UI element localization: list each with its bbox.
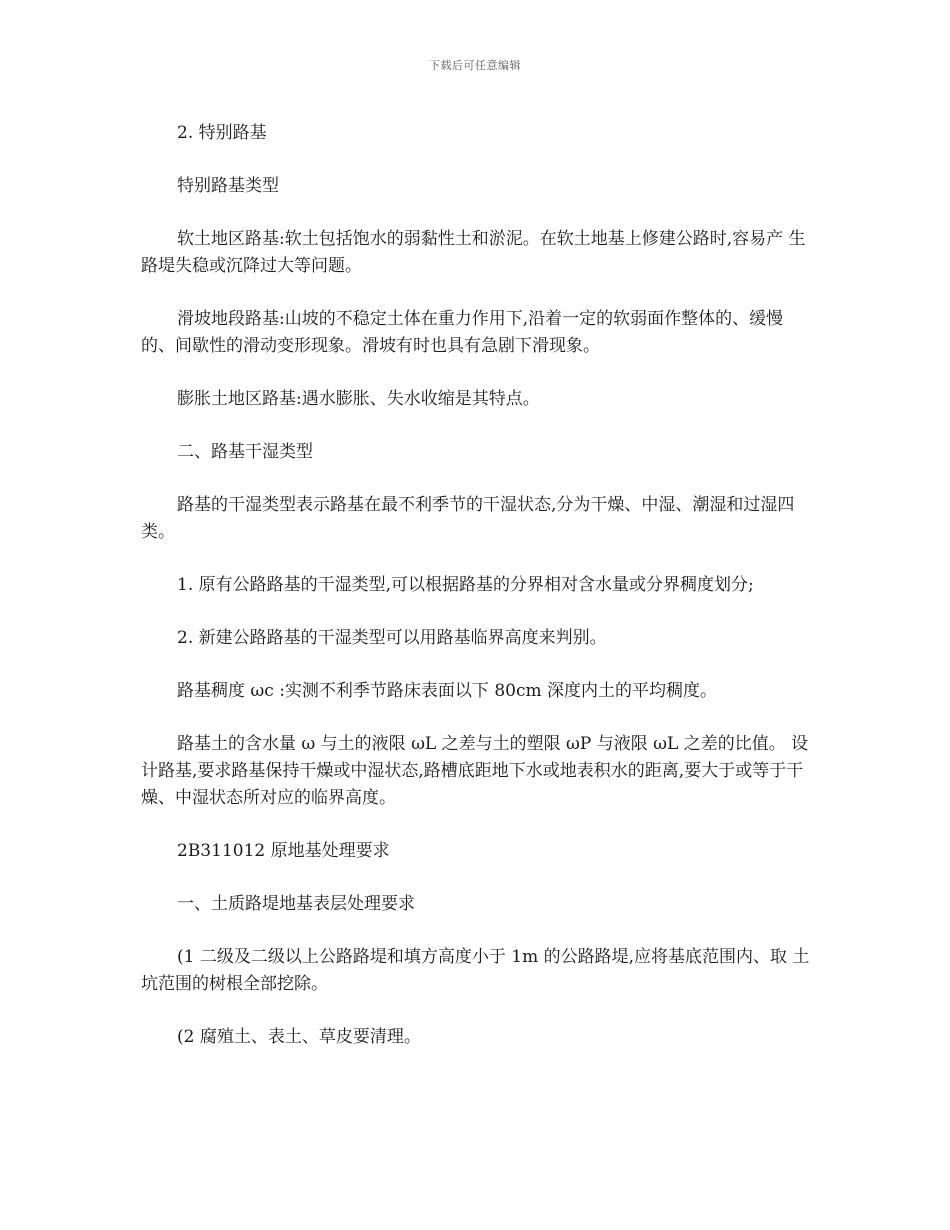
section-heading: 2. 特别路基 [177, 123, 267, 143]
section-heading: 二、路基干湿类型 [177, 442, 313, 462]
section-heading: 一、土质路堤地基表层处理要求 [177, 894, 415, 914]
body-paragraph: 路基的干湿类型表示路基在最不利季节的干湿状态,分为干燥、中湿、潮湿和过湿四 类。 [141, 495, 795, 542]
body-paragraph: 软土地区路基:软土包括饱水的弱黏性土和淤泥。在软土地基上修建公路时,容易产 生路堤失稳或沉降过大等问题。 [141, 229, 806, 276]
body-paragraph: 滑坡地段路基:山坡的不稳定土体在重力作用下,沿着一定的软弱面作整体的、缓慢 的、间歇性的滑动变形现象。滑坡有时也具有急剧下滑现象。 [141, 309, 784, 356]
section-heading: 2B311012 原地基处理要求 [177, 841, 390, 861]
list-item: (2 腐殖土、表土、草皮要清理。 [177, 1027, 421, 1047]
body-paragraph: 路基稠度 ωc :实测不利季节路床表面以下 80cm 深度内土的平均稠度。 [177, 681, 717, 701]
list-item: 2. 新建公路路基的干湿类型可以用路基临界高度来判别。 [177, 628, 607, 648]
document-body [141, 120, 811, 1077]
subsection-heading: 特别路基类型 [177, 176, 279, 196]
body-paragraph: 路基土的含水量 ω 与土的液限 ωL 之差与土的塑限 ωP 与液限 ωL 之差的比值。 设计路基,要求路基保持干燥或中湿状态,路槽底距地下水或地表积水的距离,要大于或等于干燥、中湿状态所对应的临界高度。 [141, 734, 809, 808]
body-paragraph: 膨胀土地区路基:遇水膨胀、失水收缩是其特点。 [177, 389, 540, 409]
page-header: 下载后可任意编辑 [429, 59, 521, 72]
list-item: (1 二级及二级以上公路路堤和填方高度小于 1m 的公路路堤,应将基底范围内、取 土坑范围的树根全部挖除。 [141, 947, 810, 994]
list-item: 1. 原有公路路基的干湿类型,可以根据路基的分界相对含水量或分界稠度划分; [177, 575, 754, 595]
